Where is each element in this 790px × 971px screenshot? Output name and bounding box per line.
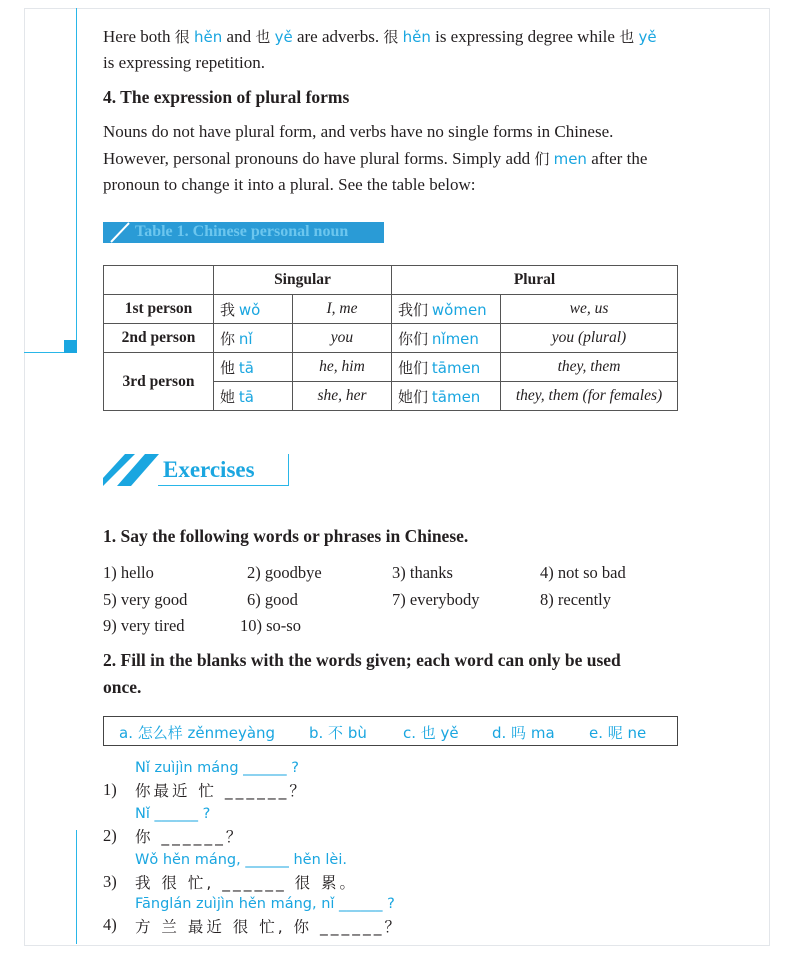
question-2-line-2: once. — [103, 677, 142, 697]
table-corner — [104, 266, 214, 295]
list-item: 10) so-so — [240, 616, 301, 635]
list-item: 7) everybody — [392, 590, 480, 609]
pronoun-table — [103, 265, 678, 411]
choice-c: c. 也 yě — [403, 724, 459, 742]
question-2-line-1: 2. Fill in the blanks with the words given; each word can only be used — [103, 650, 621, 670]
paragraph-line-2: However, personal pronouns do have plural forms. Simply add 们 men after the — [103, 149, 648, 168]
table-caption-text: Table 1. Chinese personal noun — [135, 223, 349, 240]
item-number: 1) — [103, 780, 117, 799]
question-1: 1. Say the following words or phrases in Chinese. — [103, 526, 469, 546]
table-row: 1st person 我 wǒ I, me 我们 wǒmen we, us — [104, 295, 678, 324]
slash-decoration-icon — [109, 222, 131, 243]
table-row: 2nd person 你 nǐ you 你们 nǐmen you (plural) — [104, 324, 678, 353]
section-heading: 4. The expression of plural forms — [103, 87, 350, 107]
item-number: 2) — [103, 826, 117, 845]
intro-line-1: Here both 很 hěn and 也 yě are adverbs. 很 hěn is expressing degree while 也 yě — [103, 27, 657, 46]
margin-square-marker — [64, 340, 77, 353]
header-singular: Singular — [214, 266, 392, 295]
pinyin-line: Fānglán zuìjìn hěn máng, nǐ ______ ? — [135, 896, 395, 912]
pinyin-line: Nǐ zuìjìn máng ______ ? — [135, 760, 299, 776]
row-label: 1st person — [104, 295, 214, 324]
list-item: 3) thanks — [392, 563, 453, 582]
exercises-title: Exercises — [163, 457, 255, 482]
pinyin-line: Wǒ hěn máng, ______ hěn lèi. — [135, 852, 347, 868]
choice-e: e. 呢 ne — [589, 724, 647, 742]
chinese-line: 方 兰 最近 很 忙, 你 ______？ — [135, 918, 403, 936]
choice-a: a. 怎么样 zěnmeyàng — [119, 724, 276, 742]
chinese-line: 我 很 忙, ______ 很 累。 — [135, 874, 359, 892]
exercises-banner — [103, 454, 289, 486]
header-plural: Plural — [392, 266, 678, 295]
margin-line — [76, 8, 77, 353]
item-number: 3) — [103, 872, 117, 891]
list-item: 9) very tired — [103, 616, 185, 635]
list-item: 8) recently — [540, 590, 612, 609]
table-caption — [103, 222, 384, 243]
choice-d: d. 吗 ma — [492, 724, 555, 742]
pinyin-line: Nǐ ______ ? — [135, 806, 211, 822]
chinese-line: 你最近 忙 ______？ — [135, 782, 308, 800]
word-bank — [103, 716, 678, 746]
table-row: 她 tā she, her 她们 tāmen they, them (for females) — [104, 382, 678, 411]
table-row: 3rd person 他 tā he, him 他们 tāmen they, them — [104, 353, 678, 382]
banner-underline — [158, 485, 288, 486]
paragraph-line-1: Nouns do not have plural form, and verbs have no single forms in Chinese. — [103, 122, 614, 141]
margin-line-lower — [76, 830, 77, 944]
list-item: 6) good — [247, 590, 298, 609]
double-slash-icon — [103, 454, 161, 486]
row-label: 3rd person — [104, 353, 214, 411]
paragraph-line-3: pronoun to change it into a plural. See the table below: — [103, 175, 476, 194]
list-item: 1) hello — [103, 563, 154, 582]
choice-b: b. 不 bù — [309, 724, 367, 742]
list-item: 4) not so bad — [540, 563, 626, 582]
item-number: 4) — [103, 915, 117, 934]
row-label: 2nd person — [104, 324, 214, 353]
list-item: 5) very good — [103, 590, 188, 609]
banner-endcap — [288, 454, 289, 486]
list-item: 2) goodbye — [247, 563, 322, 582]
chinese-line: 你 ______？ — [135, 828, 245, 846]
intro-line-2: is expressing repetition. — [103, 53, 265, 72]
